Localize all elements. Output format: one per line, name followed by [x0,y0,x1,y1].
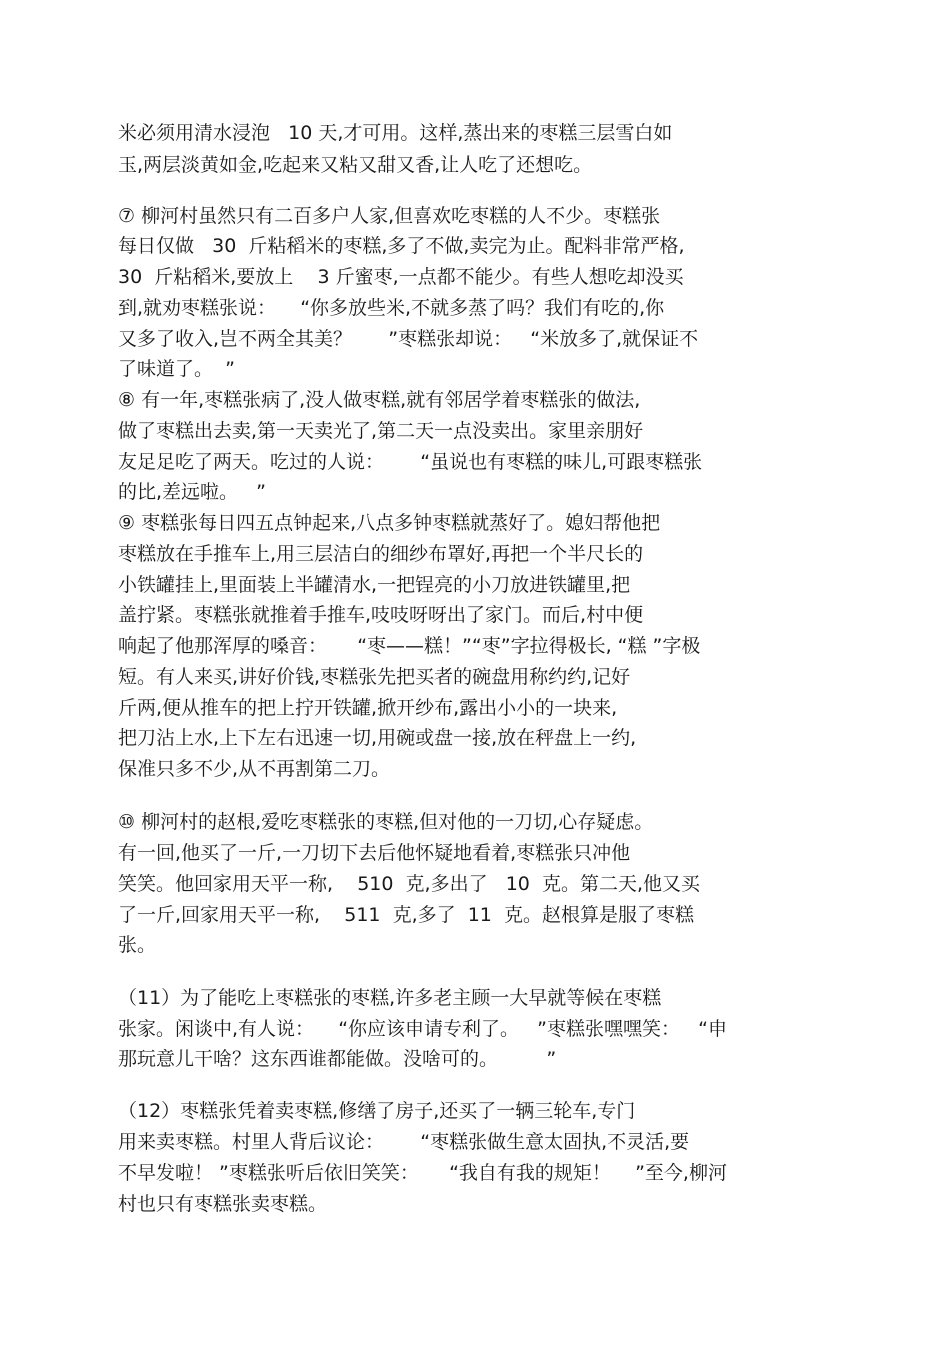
text-line: （12）枣糕张凭着卖枣糕,修缮了房子,还买了一辆三轮车,专门 [118,1100,636,1122]
text-line: 不早发啦！ ”枣糕张听后依旧笑笑： “我自有我的规矩！ ”至今,柳河 [118,1162,727,1184]
text-line: 短。有人来买,讲好价钱,枣糕张先把买者的碗盘用称约约,记好 [118,666,631,688]
text-line: 斤两,便从推车的把上拧开铁罐,掀开纱布,露出小小的一块来, [118,697,618,719]
text-line: ⑨ 枣糕张每日四五点钟起来,八点多钟枣糕就蒸好了。媳妇帮他把 [118,512,661,534]
text-line: 了味道了。 ” [118,358,235,380]
text-line: 做了枣糕出去卖,第一天卖光了,第二天一点没卖出。家里亲朋好 [118,420,644,442]
text-line: 保准只多不少,从不再割第二刀。 [118,758,391,780]
text-line: 友足足吃了两天。吃过的人说： “虽说也有枣糕的味儿,可跟枣糕张 [118,451,703,473]
text-line: 笑笑。他回家用天平一称, 510 克,多出了 10 克。第二天,他又买 [118,873,700,895]
text-line: 30 斤粘稻米,要放上 3 斤蜜枣,一点都不能少。有些人想吃却没买 [118,266,684,288]
text-line: 的比,差远啦。 ” [118,481,267,503]
text-line: （11）为了能吃上枣糕张的枣糕,许多老主顾一大早就等候在枣糕 [118,987,662,1009]
text-line: ⑦ 柳河村虽然只有二百多户人家,但喜欢吃枣糕的人不少。枣糕张 [118,205,661,227]
text-line: 又多了收入,岂不两全其美？ ”枣糕张却说： “米放多了,就保证不 [118,328,699,350]
text-line: ⑩ 柳河村的赵根,爱吃枣糕张的枣糕,但对他的一刀切,心存疑虑。 [118,811,654,833]
text-line: 小铁罐挂上,里面装上半罐清水,一把锃亮的小刀放进铁罐里,把 [118,574,631,596]
text-line: 枣糕放在手推车上,用三层洁白的细纱布罩好,再把一个半尺长的 [118,543,644,565]
text-line: 到,就劝枣糕张说： “你多放些米,不就多蒸了吗？我们有吃的,你 [118,297,665,319]
text-line: 盖拧紧。枣糕张就推着手推车,吱吱呀呀出了家门。而后,村中便 [118,604,644,626]
text-line: 每日仅做 30 斤粘稻米的枣糕,多了不做,卖完为止。配料非常严格, [118,235,685,257]
text-line: 张家。闲谈中,有人说： “你应该申请专利了。 ”枣糕张嘿嘿笑： “申 [118,1018,727,1040]
text-line: 那玩意儿干啥？这东西谁都能做。没啥可的。 ” [118,1048,557,1070]
text-line: 有一回,他买了一斤,一刀切下去后他怀疑地看着,枣糕张只冲他 [118,842,631,864]
text-line: 把刀沾上水,上下左右迅速一切,用碗或盘一接,放在秤盘上一约, [118,727,637,749]
text-line: 玉,两层淡黄如金,吃起来又粘又甜又香,让人吃了还想吃。 [118,154,593,176]
text-line: 用来卖枣糕。村里人背后议论： “枣糕张做生意太固执,不灵活,要 [118,1131,690,1153]
text-line: 米必须用清水浸泡 10 天,才可用。这样,蒸出来的枣糕三层雪白如 [118,122,673,144]
text-line: 张。 [118,934,157,956]
text-line: 响起了他那浑厚的嗓音： “枣——糕！”“枣”字拉得极长, “糕 ”字极 [118,635,701,657]
text-line: ⑧ 有一年,枣糕张病了,没人做枣糕,就有邻居学着枣糕张的做法, [118,389,641,411]
text-line: 村也只有枣糕张卖枣糕。 [118,1193,328,1215]
text-line: 了一斤,回家用天平一称, 511 克,多了 11 克。赵根算是服了枣糕 [118,904,694,926]
